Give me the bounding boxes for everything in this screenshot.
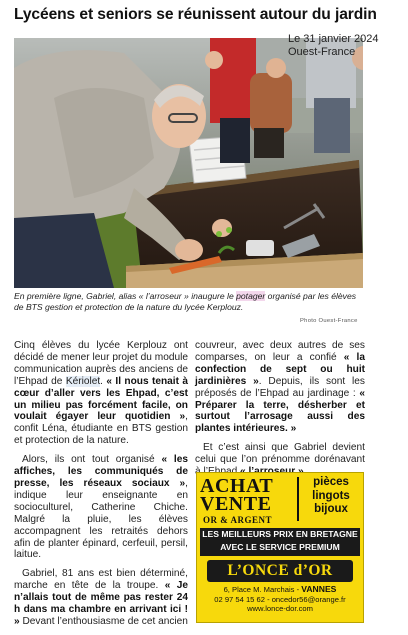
place-keyword: Kériolet bbox=[65, 375, 101, 387]
text: Et c’est ainsi que Gabriel devient celui que l’on prénomme dorénavant bbox=[195, 442, 365, 466]
ad-item: bijoux bbox=[314, 503, 348, 515]
caption-highlight: potager bbox=[236, 291, 266, 301]
ad-promo-line: LES MEILLEURS PRIX EN BRETAGNE bbox=[202, 529, 358, 539]
caption-text-end: organisé par les élèves de BTS gestion et protection de la nature du lycée Kerplouz. bbox=[14, 291, 357, 313]
paragraph bbox=[14, 454, 188, 561]
text: Gabriel, 81 ans est bien déterminé, marche en tête de la troupe. bbox=[14, 568, 188, 592]
ad-promo-line: AVEC LE SERVICE PREMIUM bbox=[220, 542, 340, 552]
ad-headline-achat: ACHAT bbox=[200, 475, 274, 497]
text: couvreur, avec deux autres de ses comparses, on leur a confié bbox=[195, 340, 365, 363]
article-title: Lycéens et seniors se réunissent autour du jardin bbox=[14, 6, 377, 23]
quote: « Il nous tenait à cœur d’aller vers les Ehpad, c’est un milieu pas forcément facile, on voulait égayer leur quotidien » bbox=[14, 375, 188, 423]
advertisement[interactable] bbox=[196, 472, 364, 623]
ad-promo-banner bbox=[200, 528, 360, 556]
photo-credit: Photo Ouest-France bbox=[300, 318, 358, 324]
caption-text-start: En première ligne, Gabriel, alias « l’arroseur » inaugure le bbox=[14, 291, 237, 301]
ad-website-link[interactable]: www.lonce-dor.com bbox=[247, 604, 313, 613]
text: . Depuis, ils sont les préposés de l’Ehpad au jardinage : bbox=[195, 375, 365, 399]
quote: « la confection de sept ou huit jardinières » bbox=[195, 351, 365, 387]
ad-street: 6, Place M. Marchais - bbox=[223, 585, 302, 594]
ad-headline-vente: VENTE bbox=[200, 493, 272, 515]
text: Cinq élèves du lycée Kerplouz ont décidé de mener leur projet du module communication auprès des anciens de l’Ehpad de bbox=[14, 340, 188, 387]
article-column-1 bbox=[14, 340, 188, 635]
quote: « Préparer la terre, désherber et surtout l’arrosage aussi des plantes intérieures. » bbox=[195, 387, 365, 435]
text: Devant l’enthousiasme de cet ancien bbox=[19, 615, 188, 627]
article-column-2 bbox=[195, 340, 365, 485]
paragraph bbox=[195, 340, 365, 435]
photo-caption bbox=[14, 291, 364, 314]
ad-subheadline: OR & ARGENT bbox=[203, 515, 273, 525]
dateline bbox=[288, 33, 379, 59]
ad-brand-name: L’ONCE d’OR bbox=[227, 562, 333, 579]
ad-address bbox=[200, 585, 360, 595]
quote: « Je n’allais tout de même pas rester 24 h dans ma chambre en arrivant ici ! » bbox=[14, 580, 188, 627]
article-date: Le 31 janvier 2024 bbox=[288, 33, 379, 45]
ad-item: lingots bbox=[312, 489, 350, 502]
article-source: Ouest-France bbox=[288, 46, 356, 58]
quote: « les affiches, les communiqués de presse, les réseaux sociaux » bbox=[14, 454, 188, 489]
paragraph bbox=[14, 340, 188, 447]
text: , indique leur enseignante en socioculturel, Catherine Chiche. Malgré la pluie, les élèves accompagnent les retraités dehors afin de planter épinard, cerfeuil, persil, laitue. bbox=[14, 477, 188, 561]
ad-brand-box bbox=[207, 560, 353, 582]
article-photo bbox=[14, 38, 363, 288]
ad-contact bbox=[200, 585, 360, 614]
ad-phone-email[interactable]: 02 97 54 15 62 - oncedor56@orange.fr bbox=[214, 594, 346, 604]
text: , confit Léna, étudiante en BTS gestion et protection de la nature. bbox=[14, 411, 188, 447]
ad-item: pièces bbox=[313, 476, 349, 488]
ad-items-list bbox=[301, 476, 361, 517]
text: Alors, ils ont tout organisé bbox=[22, 454, 162, 466]
text: . bbox=[100, 375, 107, 387]
ad-city: VANNES bbox=[301, 584, 337, 594]
ad-divider bbox=[297, 477, 299, 521]
paragraph bbox=[14, 568, 188, 628]
